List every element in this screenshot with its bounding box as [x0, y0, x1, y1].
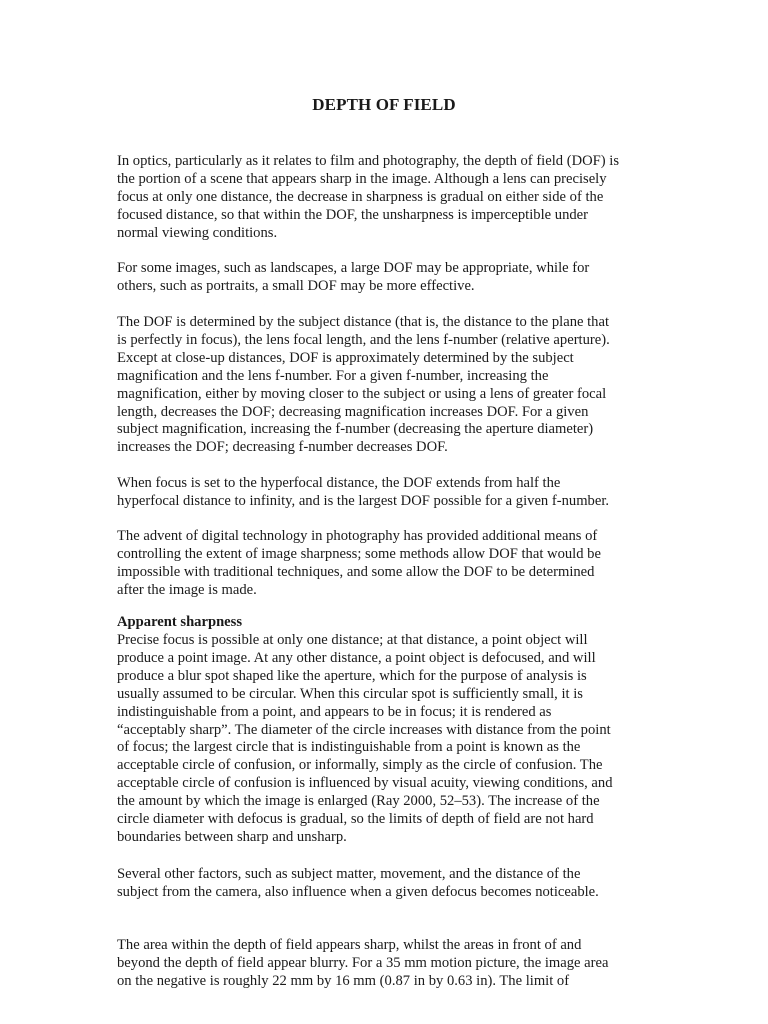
text-line: on the negative is roughly 22 mm by 16 mm (0.87 in by 0.63 in). The limit of	[117, 972, 570, 989]
paragraph-other-factors	[117, 866, 657, 902]
text-line: beyond the depth of field appear blurry. For a 35 mm motion picture, the image area	[117, 954, 609, 971]
paragraph-precise-focus	[117, 632, 657, 847]
text-line: is perfectly in focus), the lens focal length, and the lens f-number (relative aperture).	[117, 331, 610, 348]
text-line: For some images, such as landscapes, a large DOF may be appropriate, while for	[117, 260, 590, 276]
text-line: In optics, particularly as it relates to film and photography, the depth of field (DOF) is	[117, 153, 620, 169]
text-line: “acceptably sharp”. The diameter of the circle increases with distance from the point	[117, 721, 611, 738]
text-line: The area within the depth of field appears sharp, whilst the areas in front of and	[117, 937, 582, 953]
text-line: Except at close-up distances, DOF is approximately determined by the subject	[117, 349, 574, 366]
text-line: subject magnification, increasing the f-number (decreasing the aperture diameter)	[117, 421, 594, 438]
text-line: Several other factors, such as subject matter, movement, and the distance of the	[117, 866, 581, 882]
text-line: When focus is set to the hyperfocal distance, the DOF extends from half the	[117, 475, 561, 491]
text-line: The advent of digital technology in photography has provided additional means of	[117, 528, 598, 544]
text-line: produce a point image. At any other distance, a point object is defocused, and will	[117, 649, 596, 666]
text-line: Precise focus is possible at only one distance; at that distance, a point object will	[117, 632, 588, 648]
paragraph-hyperfocal	[117, 475, 657, 511]
paragraph-dof-definition	[117, 153, 657, 243]
text-line: produce a blur spot shaped like the aperture, which for the purpose of analysis is	[117, 667, 587, 684]
text-line: the amount by which the image is enlarged (Ray 2000, 52–53). The increase of the	[117, 793, 600, 810]
section-heading-apparent-sharpness: Apparent sharpness	[117, 614, 243, 630]
text-line: acceptable circle of confusion, or informally, simply as the circle of confusion. The	[117, 757, 603, 774]
text-line: hyperfocal distance to infinity, and is the largest DOF possible for a given f-number.	[117, 492, 610, 509]
text-line: The DOF is determined by the subject distance (that is, the distance to the plane that	[117, 314, 609, 330]
paragraph-digital-technology	[117, 528, 657, 600]
text-line: usually assumed to be circular. When this circular spot is sufficiently small, it is	[117, 685, 583, 702]
text-line: increases the DOF; decreasing f-number decreases DOF.	[117, 439, 448, 456]
text-line: indistinguishable from a point, and appears to be in focus; it is rendered as	[117, 703, 552, 720]
text-line: subject from the camera, also influence when a given defocus becomes noticeable.	[117, 883, 599, 900]
text-line: circle diameter with defocus is gradual, so the limits of depth of field are not hard	[117, 811, 594, 828]
text-line: impossible with traditional techniques, and some allow the DOF to be determined	[117, 563, 595, 580]
text-line: after the image is made.	[117, 581, 257, 598]
text-line: focus at only one distance, the decrease in sharpness is gradual on either side of the	[117, 188, 604, 205]
text-line: length, decreases the DOF; decreasing magnification increases DOF. For a given	[117, 403, 589, 420]
text-line: the portion of a scene that appears sharp in the image. Although a lens can precisely	[117, 170, 607, 187]
paragraph-dof-determination	[117, 314, 657, 457]
text-line: others, such as portraits, a small DOF may be more effective.	[117, 277, 475, 294]
text-line: controlling the extent of image sharpness; some methods allow DOF that would be	[117, 545, 601, 562]
text-line: magnification and the lens f-number. For a given f-number, increasing the	[117, 367, 549, 384]
text-line: magnification, either by moving closer to the subject or using a lens of greater focal	[117, 385, 607, 402]
text-line: boundaries between sharp and unsharp.	[117, 828, 347, 845]
text-line: focused distance, so that within the DOF, the unsharpness is imperceptible under	[117, 206, 588, 223]
paragraph-area-within-dof	[117, 937, 657, 991]
document-title: DEPTH OF FIELD	[312, 95, 456, 114]
text-line: normal viewing conditions.	[117, 224, 278, 241]
paragraph-large-small-dof	[117, 260, 657, 296]
text-line: acceptable circle of confusion is influenced by visual acuity, viewing conditions, and	[117, 775, 613, 792]
text-line: of focus; the largest circle that is indistinguishable from a point is known as the	[117, 739, 581, 756]
